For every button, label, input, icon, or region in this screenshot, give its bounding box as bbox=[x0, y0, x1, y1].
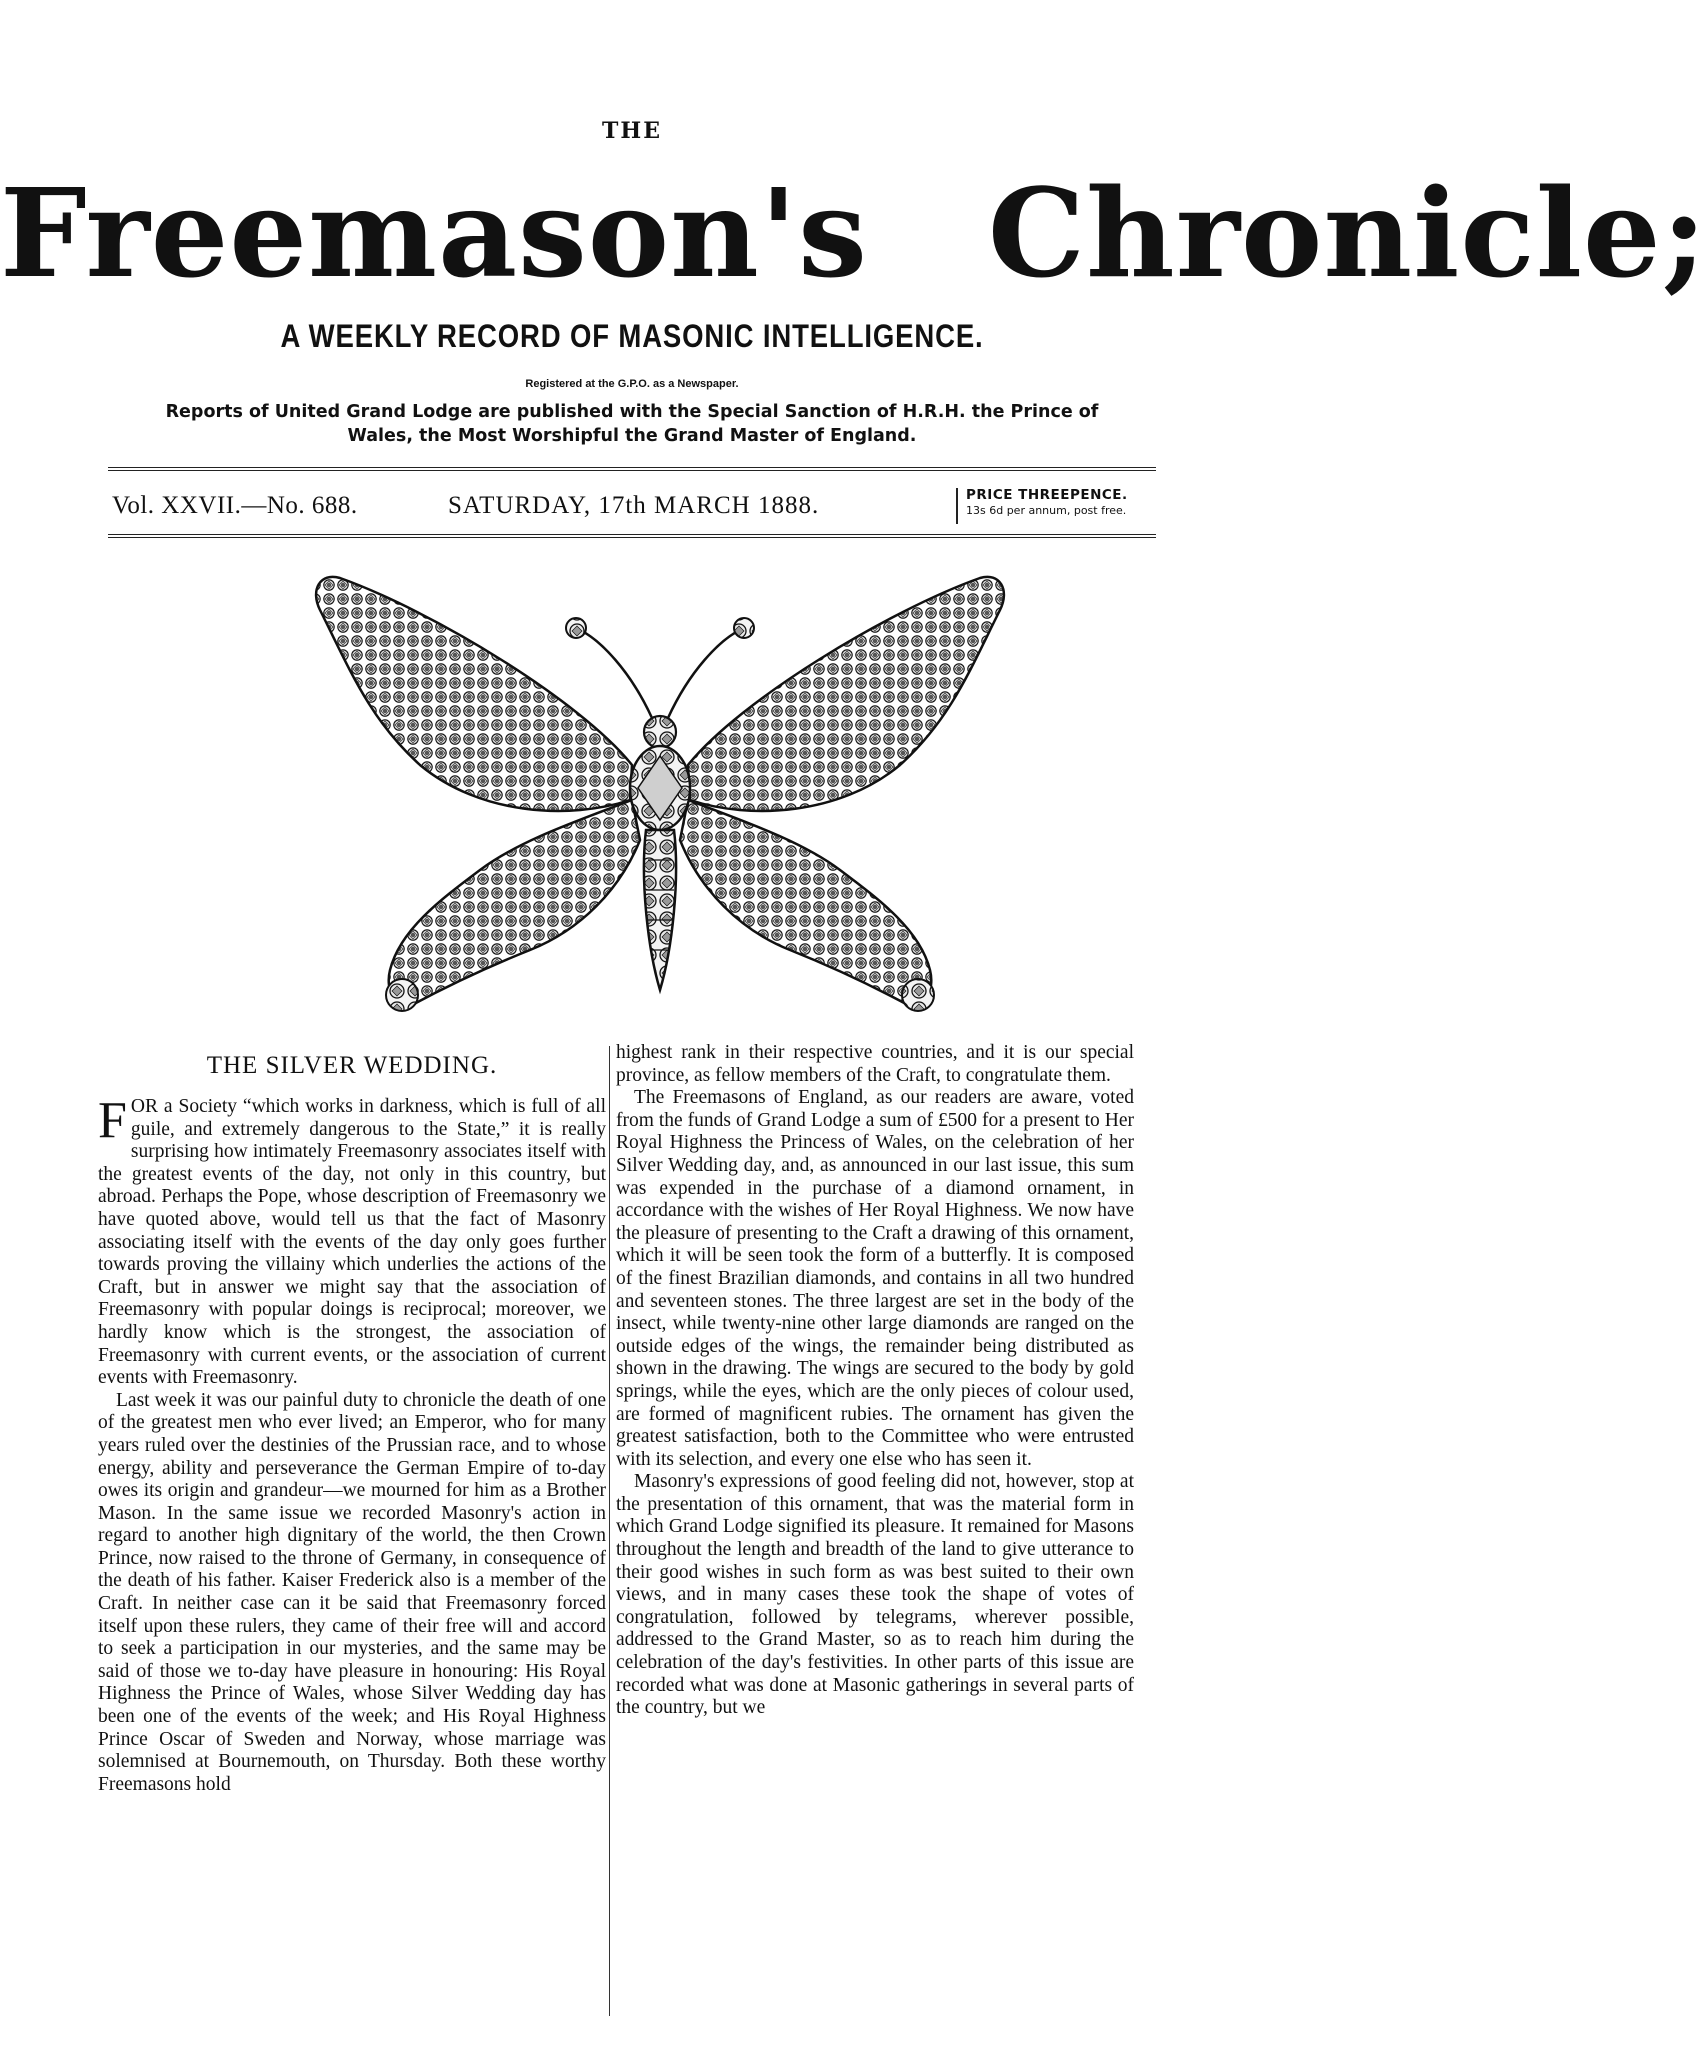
dateline bbox=[108, 486, 1156, 526]
article-paragraph: The Freemasons of England, as our readers are aware, voted from the funds of Grand Lodge a sum of £500 for a present to Her Royal Highness the Princess of Wales, on the celebration of her Silver Wedding day, and, as announced in our last issue, this sum was expended in the purchase of a diamond ornament, in accordance with the wishes of Her Royal Highness. We now have the pleasure of presenting to the Craft a drawing of this ornament, which it will be seen took the form of a butterfly. It is composed of the finest Brazilian diamonds, and contains in all two hundred and seventeen stones. The three largest are set in the body of the insect, while twenty-nine other large diamonds are ranged on the outside edges of the wings, the remainder being distributed as shown in the drawing. The wings are secured to the body by gold springs, while the eyes, which are the only pieces of colour used, are formed of magnificent rubies. The ornament has given the greatest satisfaction, both to the Committee who were entrusted with its selection, and every one else who has seen it. bbox=[616, 1087, 1134, 1470]
subscription-label: 13s 6d per annum, post free. bbox=[966, 504, 1127, 517]
article-paragraph: Masonry's expressions of good feeling did not, however, stop at the presentation of this ornament, that was the material form in which Grand Lodge signified its pleasure. It remained for Masons throughout the length and breadth of the land to give utterance to their good wishes in such form as was best suited to their own views, and in many cases these took the shape of votes of congratulation, followed by telegrams, wherever possible, addressed to the Grand Master, so as to reach him during the celebration of the day's festivities. In other parts of this issue are recorded what was done at Masonic gatherings in several parts of the country, but we bbox=[616, 1471, 1134, 1719]
masthead-title bbox=[0, 161, 1708, 305]
masthead-title-part1: Freemason's bbox=[0, 161, 868, 305]
masthead-the: THE bbox=[602, 118, 662, 144]
article-paragraph: highest rank in their respective countries, and it is our special province, as fellow members of the Craft, to congratulate them. bbox=[616, 1042, 1134, 1086]
article-title: THE SILVER WEDDING. bbox=[206, 1052, 498, 1079]
article-column-right bbox=[616, 1042, 1134, 2022]
top-rule bbox=[108, 467, 1156, 471]
price-label: PRICE THREEPENCE. bbox=[966, 487, 1128, 503]
masthead-title-part2: Chronicle; bbox=[987, 161, 1708, 305]
issue-date: SATURDAY, 17th MARCH 1888. bbox=[448, 492, 820, 519]
price-box bbox=[956, 488, 1156, 524]
volume-number: Vol. XXVII.—No. 688. bbox=[112, 492, 358, 519]
sanction-note: Reports of United Grand Lodge are published with the Special Sanction of H.R.H. the Prince of Wales, the Most Worshipful the Grand Master of England. bbox=[165, 402, 1099, 446]
article-paragraph: Last week it was our painful duty to chronicle the death of one of the greatest men who ever lived; an Emperor, who for many years ruled over the destinies of the Prussian race, and to whose energy, ability and perseverance the German Empire of to-day owes its origin and grandeur—we mourned for him as a Brother Mason. In the same issue we recorded Masonry's action in regard to another high dignitary of the world, the then Crown Prince, now raised to the throne of Germany, in consequence of the death of his father. Kaiser Frederick also is a member of the Craft. In neither case can it be said that Freemasonry forced itself upon these rulers, they came of their free will and accord to seek a participation in our mysteries, and the same may be said of those we to-day have pleasure in honouring: His Royal Highness the Prince of Wales, whose Silver Wedding day has been one of the events of the week; and His Royal Highness Prince Oscar of Sweden and Norway, whose marriage was solemnised at Bournemouth, on Thursday. Both these worthy Freemasons hold bbox=[98, 1389, 606, 1795]
drop-cap: F bbox=[98, 1092, 127, 1149]
article-paragraph bbox=[98, 1092, 606, 1390]
bottom-rule bbox=[108, 534, 1156, 538]
article-column-left bbox=[98, 1042, 606, 2022]
registration-note: Registered at the G.P.O. as a Newspaper. bbox=[525, 378, 739, 390]
paragraph-text: OR a Society “which works in darkness, which is full of all guile, and extremely dangerous to the State,” it is really surprising how intimately Freemasonry associates itself with the greatest events of the day, not only in this country, but abroad. Perhaps the Pope, whose description of Freemasonry we have quoted above, would tell us that the fact of Masonry associating itself with the events of the day only goes further towards proving the villainy which underlies the actions of the Craft, but in answer we might say that the association of Freemasonry with popular doings is reciprocal; moreover, we hardly know which is the strongest, the association of Freemasonry with current events, or the association of current events with Freemasonry. bbox=[98, 1096, 606, 1389]
column-divider bbox=[609, 1046, 610, 2016]
masthead-subtitle: A WEEKLY RECORD OF MASONIC INTELLIGENCE. bbox=[280, 318, 984, 354]
butterfly-brooch-icon bbox=[280, 550, 1040, 1040]
